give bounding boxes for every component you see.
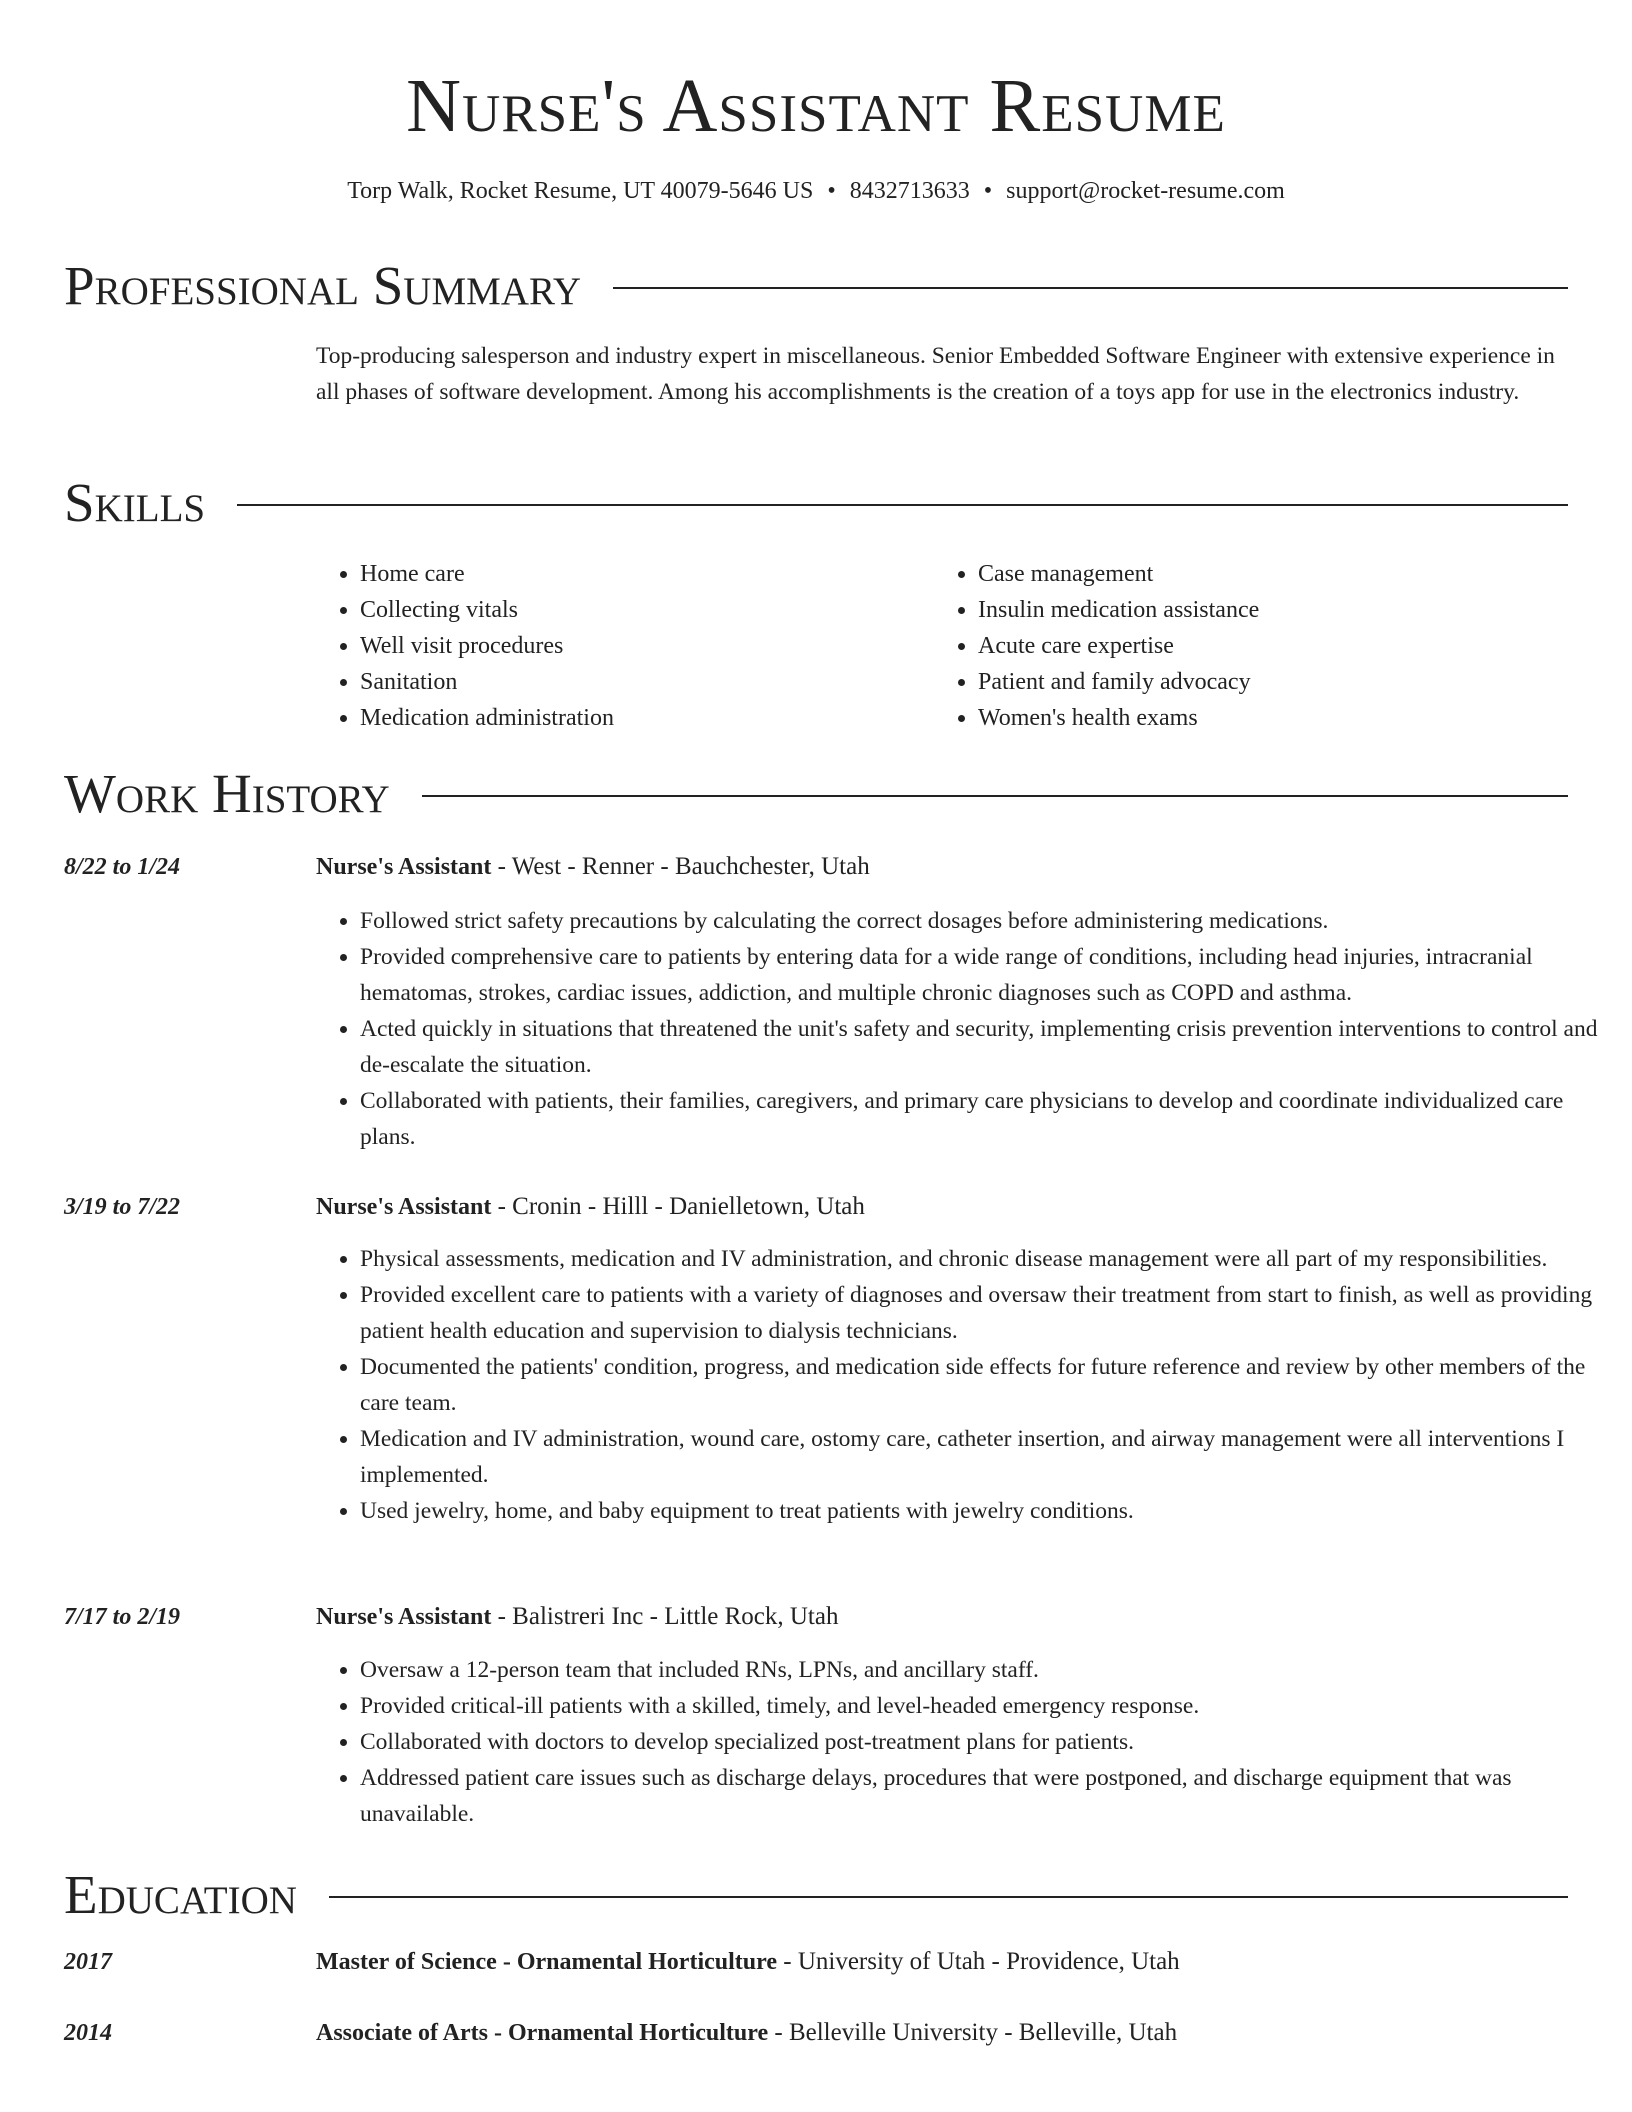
skill-item: • Home care: [360, 556, 920, 592]
contact-separator: •: [827, 178, 836, 204]
education-degree: Master of Science - Ornamental Horticulture: [316, 1949, 777, 1975]
duty-item: • Collaborated with patients, their families, caregivers, and primary care physicians to develop and coordinate individualized care plans.: [360, 1083, 1616, 1155]
skill-item: • Patient and family advocacy: [978, 664, 1578, 700]
education-entry: [316, 1944, 1572, 1980]
skills-list-right: [934, 556, 1578, 736]
job-duties: [316, 903, 1616, 1155]
job-title: Nurse's Assistant: [316, 1194, 492, 1220]
skill-item: • Collecting vitals: [360, 592, 920, 628]
duty-item: • Used jewelry, home, and baby equipment to treat patients with jewelry conditions.: [360, 1493, 1616, 1529]
section-title: Education: [64, 1864, 297, 1925]
job-duties: [316, 1652, 1616, 1832]
skill-item: • Well visit procedures: [360, 628, 920, 664]
skill-item: • Medication administration: [360, 700, 920, 736]
section-rule: [613, 287, 1568, 289]
job-duties: [316, 1241, 1616, 1529]
section-heading-work: [64, 761, 1568, 827]
job-dates: 3/19 to 7/22: [64, 1194, 181, 1220]
job-details: - Cronin - Hilll - Danielletown, Utah: [491, 1193, 865, 1220]
duty-item: • Addressed patient care issues such as discharge delays, procedures that were postponed, and discharge equipment that was unavailable.: [360, 1760, 1616, 1832]
resume-title: Nurse's Assistant Resume: [406, 64, 1226, 148]
contact-email: support@rocket-resume.com: [1006, 178, 1285, 204]
job-dates: 8/22 to 1/24: [64, 854, 181, 880]
duty-item: • Provided comprehensive care to patients by entering data for a wide range of conditions, including head injuries, intracranial hematomas, strokes, cardiac issues, addiction, and multiple chronic diagnoses such as COPD and asthma.: [360, 939, 1616, 1011]
skill-item: • Women's health exams: [978, 700, 1578, 736]
job-heading: [316, 849, 1572, 885]
duty-item: • Collaborated with doctors to develop specialized post-treatment plans for patients.: [360, 1724, 1616, 1760]
section-title: Work History: [64, 763, 390, 824]
education-details: - Belleville University - Belleville, Utah: [768, 2019, 1178, 2046]
section-heading-skills: [64, 470, 1568, 536]
job-title: Nurse's Assistant: [316, 854, 492, 880]
education-details: - University of Utah - Providence, Utah: [777, 1948, 1180, 1975]
duty-item: • Physical assessments, medication and IV administration, and chronic disease management were all part of my responsibilities.: [360, 1241, 1616, 1277]
job-heading: [316, 1599, 1572, 1635]
contact-address: Torp Walk, Rocket Resume, UT 40079-5646 US: [347, 178, 814, 204]
section-rule: [329, 1896, 1568, 1898]
education-entry: [316, 2015, 1572, 2051]
job-details: - Balistreri Inc - Little Rock, Utah: [491, 1603, 839, 1630]
contact-line: [0, 174, 1632, 208]
skills-list-left: [316, 556, 920, 736]
education-degree: Associate of Arts - Ornamental Horticulture: [316, 2020, 769, 2046]
summary-text: Top-producing salesperson and industry expert in miscellaneous. Senior Embedded Software Engineer with extensive experience in all phases of software development. Among his accomplishments is the creation of a toys app for use in the electronics industry.: [316, 343, 1555, 405]
section-title: Skills: [64, 472, 206, 533]
section-rule: [237, 504, 1568, 506]
duty-item: • Provided critical-ill patients with a skilled, timely, and level-headed emergency response.: [360, 1688, 1616, 1724]
education-year: 2014: [64, 2020, 112, 2046]
duty-item: • Oversaw a 12-person team that included RNs, LPNs, and ancillary staff.: [360, 1652, 1616, 1688]
duty-item: • Acted quickly in situations that threatened the unit's safety and security, implementing crisis prevention interventions to control and de-escalate the situation.: [360, 1011, 1616, 1083]
section-heading-summary: [64, 253, 1568, 319]
education-year: 2017: [64, 1949, 112, 1975]
skill-item: • Insulin medication assistance: [978, 592, 1578, 628]
job-title: Nurse's Assistant: [316, 1604, 492, 1630]
skill-item: • Acute care expertise: [978, 628, 1578, 664]
job-heading: [316, 1189, 1572, 1225]
contact-phone: 8432713633: [849, 178, 970, 204]
job-details: - West - Renner - Bauchchester, Utah: [491, 853, 870, 880]
duty-item: • Medication and IV administration, wound care, ostomy care, catheter insertion, and airway management were all interventions I implemented.: [360, 1421, 1616, 1493]
duty-item: • Provided excellent care to patients with a variety of diagnoses and oversaw their treatment from start to finish, as well as providing patient health education and supervision to dialysis technicians.: [360, 1277, 1616, 1349]
job-dates: 7/17 to 2/19: [64, 1604, 181, 1630]
contact-separator: •: [983, 178, 993, 204]
section-rule: [422, 795, 1568, 797]
duty-item: • Documented the patients' condition, progress, and medication side effects for future reference and review by other members of the care team.: [360, 1349, 1616, 1421]
section-title: Professional Summary: [64, 255, 582, 316]
section-heading-education: [64, 1862, 1568, 1928]
skill-item: • Sanitation: [360, 664, 920, 700]
skill-item: • Case management: [978, 556, 1578, 592]
duty-item: • Followed strict safety precautions by calculating the correct dosages before administering medications.: [360, 903, 1616, 939]
